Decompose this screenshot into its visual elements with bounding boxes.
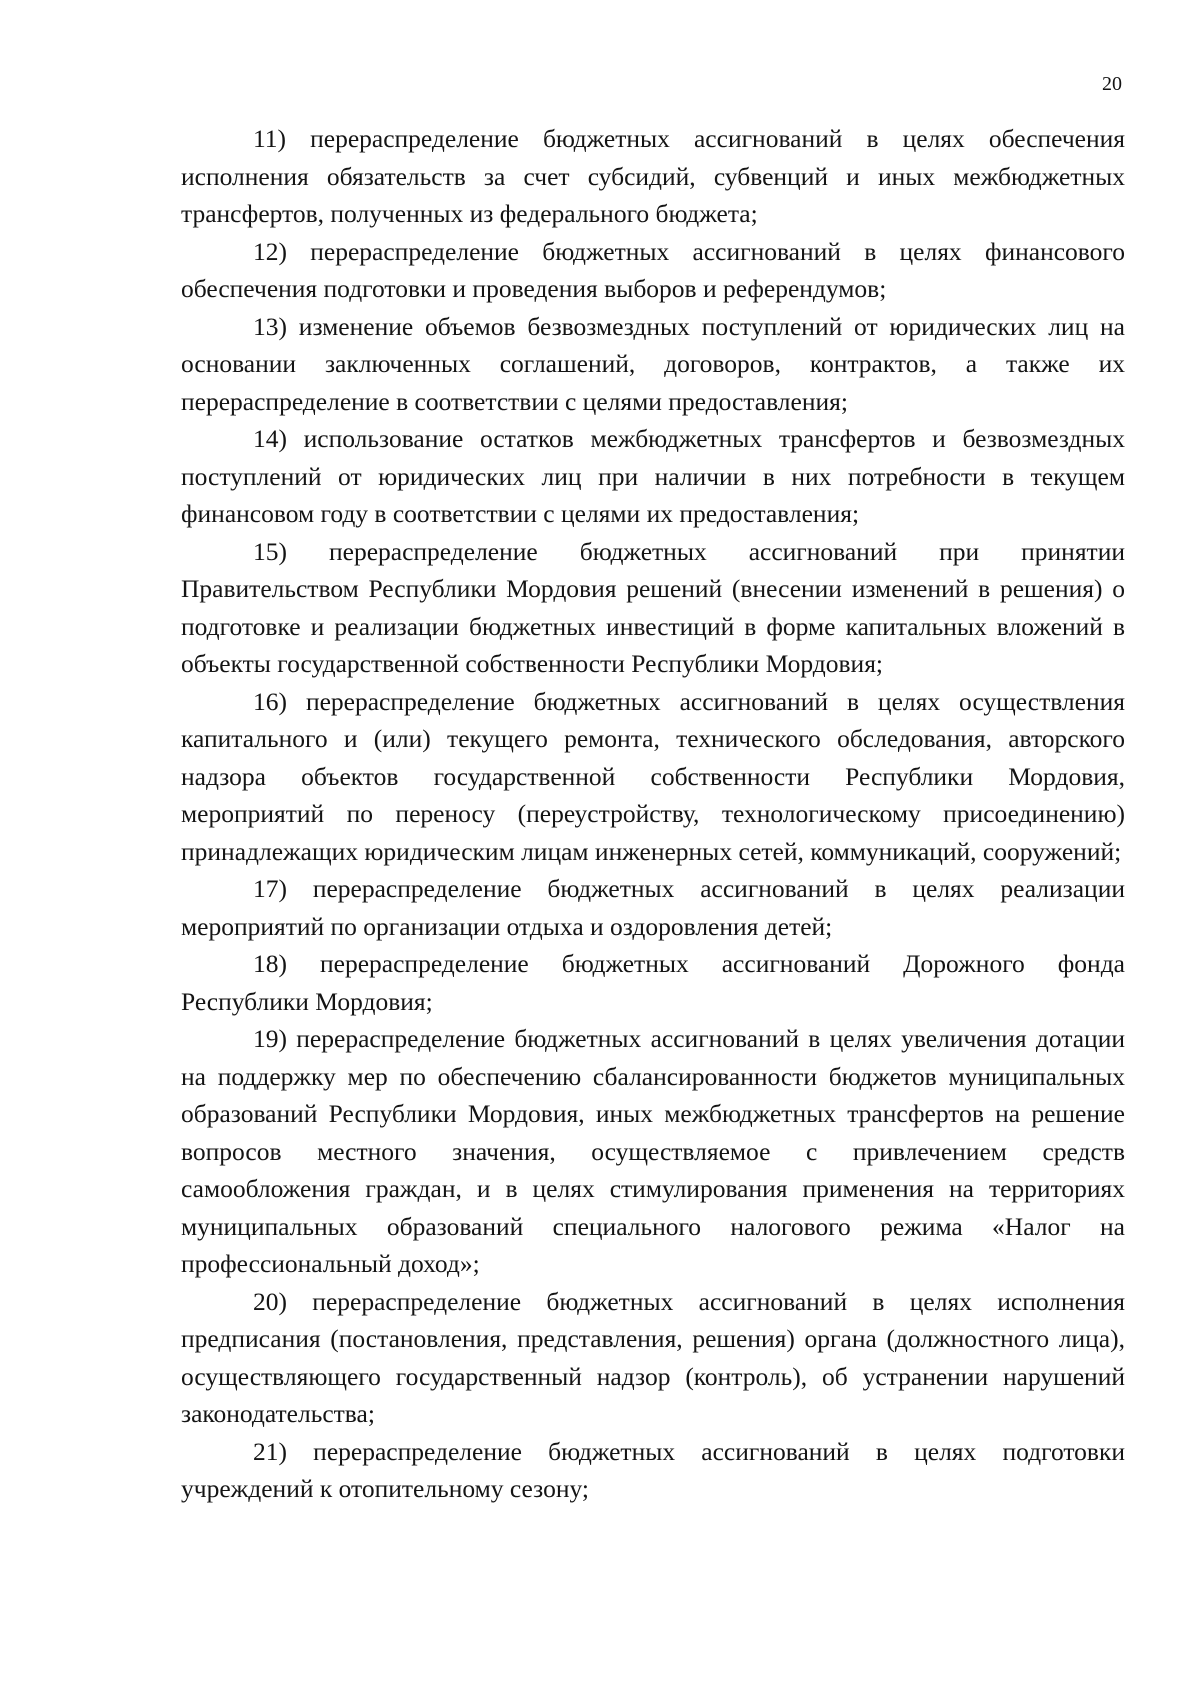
paragraph-item-19: 19) перераспределение бюджетных ассигнований в целях увеличения дотации на поддержку мер по обеспечению сбалансированности бюджетов муниципальных образований Республики Мордовия, иных межбюджетных трансфертов на решение вопросов местного значения, осуществляемое с привлечением средств самообложения граждан, и в целях стимулирования применения на территориях муниципальных образований специального налогового режима «Налог на профессиональный доход»; [181,1024,1125,1278]
paragraph-item-12: 12) перераспределение бюджетных ассигнований в целях финансового обеспечения подготовки и проведения выборов и референдумов; [181,236,1125,303]
paragraph-item-18: 18) перераспределение бюджетных ассигнований Дорожного фонда Республики Мордовия; [181,949,1125,1016]
paragraph-item-15: 15) перераспределение бюджетных ассигнований при принятии Правительством Республики Мордовия решений (внесении изменений в решения) о подготовке и реализации бюджетных инвестиций в форме капитальных вложений в объекты государственной собственности Республики Мордовия; [181,536,1125,678]
paragraph-item-13: 13) изменение объемов безвозмездных поступлений от юридических лиц на основании заключенных соглашений, договоров, контрактов, а также их перераспределение в соответствии с целями предоставления; [181,311,1125,416]
document-body [181,120,1125,1508]
paragraph-item-17: 17) перераспределение бюджетных ассигнований в целях реализации мероприятий по организации отдыха и оздоровления детей; [181,874,1125,941]
paragraph-item-20: 20) перераспределение бюджетных ассигнований в целях исполнения предписания (постановления, представления, решения) органа (должностного лица), осуществляющего государственный надзор (контроль), об устранении нарушений законодательства; [181,1286,1125,1428]
page-number: 20 [1102,73,1122,95]
paragraph-item-21: 21) перераспределение бюджетных ассигнований в целях подготовки учреждений к отопительному сезону; [181,1436,1125,1503]
paragraph-item-16: 16) перераспределение бюджетных ассигнований в целях осуществления капитального и (или) текущего ремонта, технического обследования, авторского надзора объектов государственной собственности Республики Мордовия, мероприятий по переносу (переустройству, технологическому присоединению) принадлежащих юридическим лицам инженерных сетей, коммуникаций, сооружений; [181,686,1125,866]
paragraph-item-14: 14) использование остатков межбюджетных трансфертов и безвозмездных поступлений от юридических лиц при наличии в них потребности в текущем финансовом году в соответствии с целями их предоставления; [181,424,1125,528]
paragraph-item-11: 11) перераспределение бюджетных ассигнований в целях обеспечения исполнения обязательств за счет субсидий, субвенций и иных межбюджетных трансфертов, полученных из федерального бюджета; [181,124,1125,228]
